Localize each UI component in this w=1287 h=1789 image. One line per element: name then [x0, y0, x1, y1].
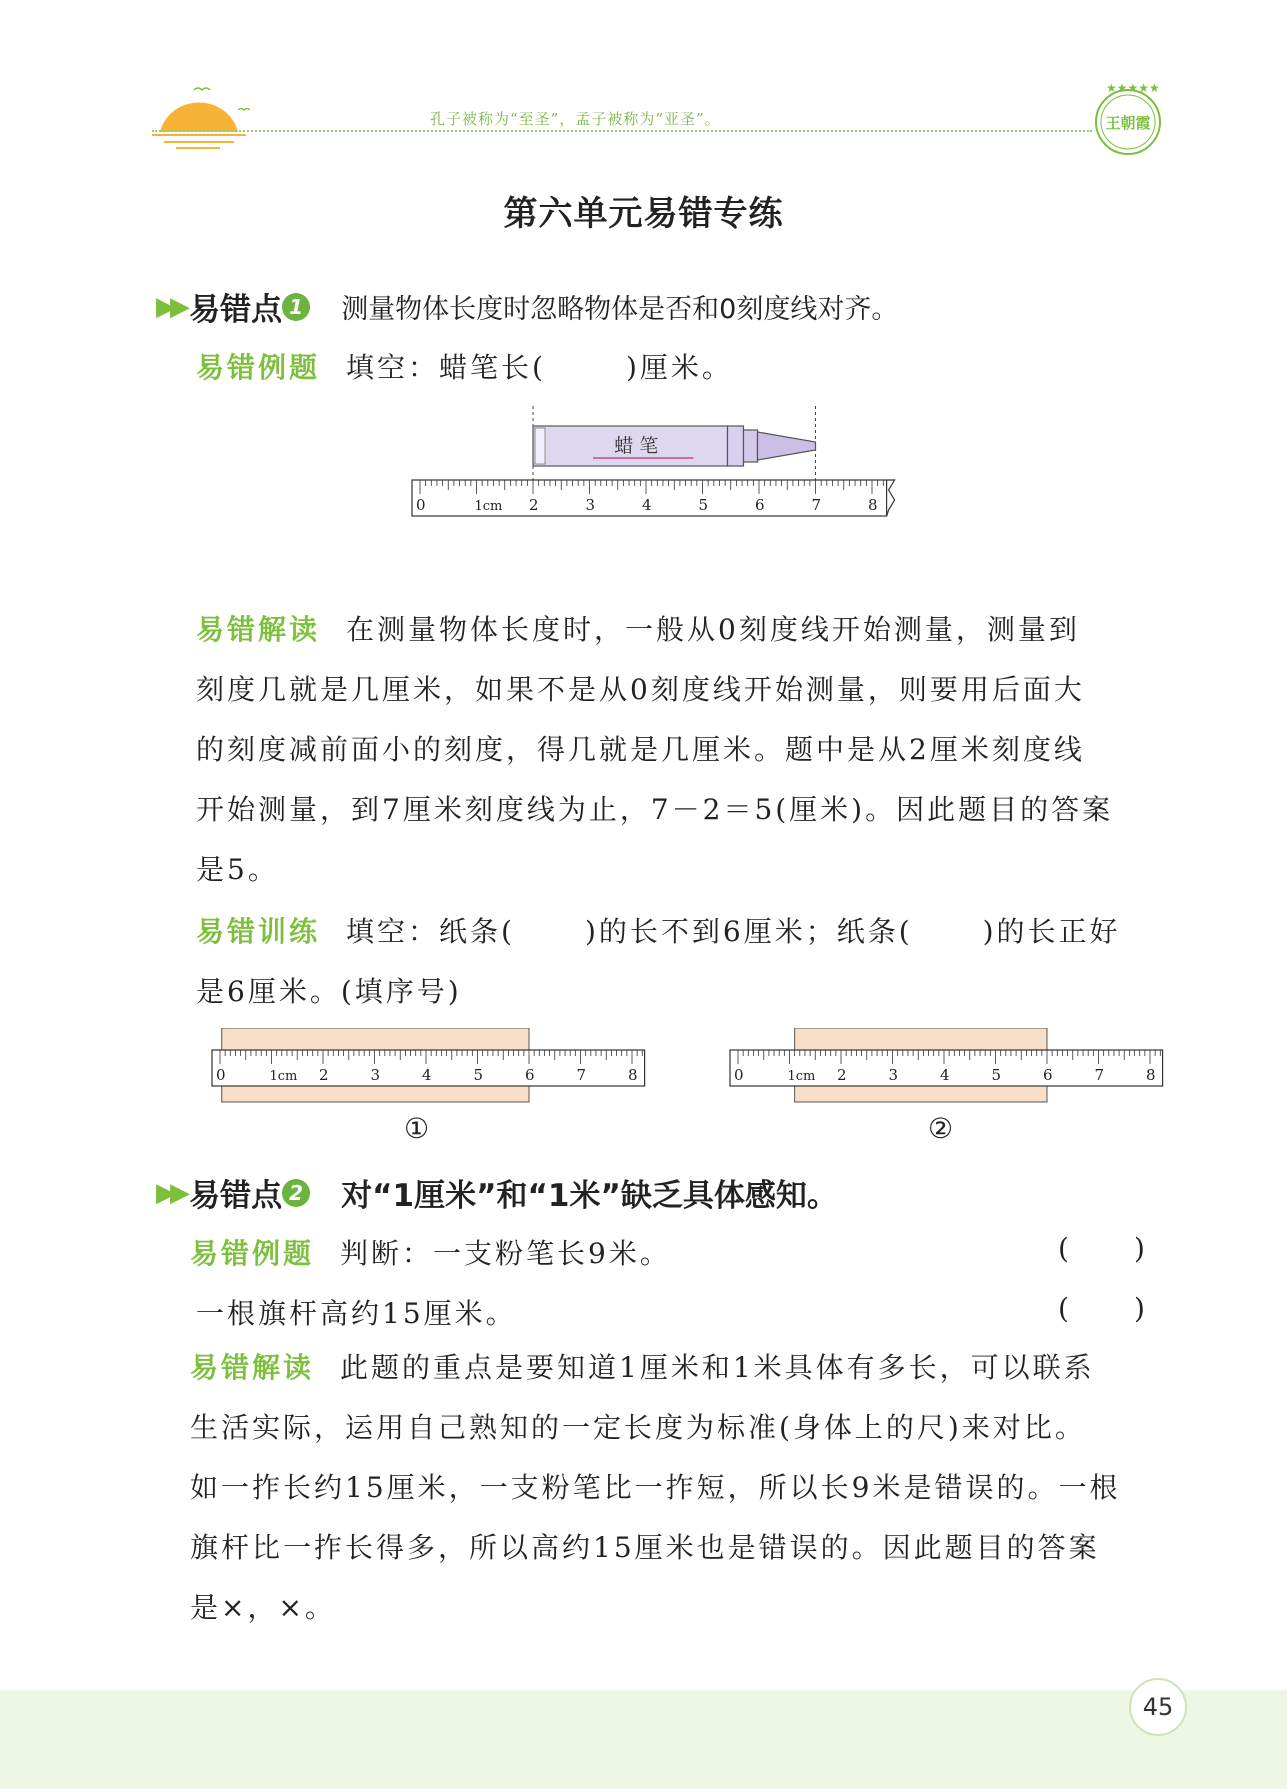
crayon-label: 蜡 笔: [614, 435, 659, 457]
ruler-tick-label: 0: [734, 1066, 744, 1084]
point2-label: 易错点: [189, 1178, 283, 1214]
ruler-tick-label: 0: [416, 496, 426, 514]
explain-line: 是×，×。: [190, 1591, 336, 1624]
ruler-tick-label: 0: [216, 1066, 226, 1084]
point1-training-line2: 是6厘米。(填序号): [196, 975, 462, 1008]
crayon-band: [728, 426, 744, 466]
explain-line: 在测量物体长度时，一般从0刻度线开始测量，测量到: [346, 613, 1080, 646]
ruler-tick-label: 4: [642, 496, 652, 514]
training-part3: )的长正好: [982, 915, 1121, 948]
explain-label: 易错解读: [196, 613, 321, 646]
ruler-tick-label: 8: [868, 496, 878, 514]
point1-heading: [156, 284, 898, 329]
ruler-tick-label: 1cm: [787, 1069, 816, 1084]
explain-line: 生活实际，运用自己熟知的一定长度为标准(身体上的尺)来对比。: [190, 1411, 1086, 1444]
ruler-tick-label: 4: [940, 1066, 950, 1084]
brand-badge-text: 王朝霞: [1105, 114, 1151, 132]
training-part1: 填空：纸条(: [346, 915, 515, 948]
point1-training: [196, 910, 1121, 950]
point1-label: 易错点: [189, 292, 283, 328]
ruler-tick-label: 2: [837, 1066, 847, 1084]
svg-text:★★★★★: ★★★★★: [1106, 81, 1160, 95]
ruler-tick-label: 3: [370, 1066, 381, 1084]
ruler-tick-label: 7: [576, 1066, 587, 1084]
ruler-tick-label: 5: [991, 1066, 1002, 1084]
explain-line: 是5。: [196, 853, 279, 886]
ruler-tick-label: 4: [422, 1066, 432, 1084]
ruler-tick-label: 8: [1146, 1066, 1156, 1084]
ruler-tick-label: 7: [811, 496, 822, 514]
answer-paren-1: ( ): [1058, 1232, 1148, 1265]
judge-question-2: 一根旗杆高约15厘米。: [196, 1297, 517, 1330]
point2-explanation: [190, 1338, 1156, 1638]
ruler-torn-edge: [887, 480, 895, 516]
ruler-tick-label: 6: [1043, 1066, 1053, 1084]
explain-line: 此题的重点是要知道1厘米和1米具体有多长，可以联系: [340, 1351, 1095, 1384]
crayon-end-cap: [535, 428, 545, 464]
footer-band: [0, 1690, 1287, 1789]
example-question-pre: 填空：蜡笔长(: [346, 351, 546, 384]
point1-example: [196, 346, 733, 386]
training-part2: )的长不到6厘米；纸条(: [584, 915, 913, 948]
page-title: 第六单元易错专练: [503, 194, 784, 234]
strip-label-1: ①: [404, 1112, 430, 1145]
explain-label: 易错解读: [190, 1351, 315, 1384]
ruler-tick-label: 7: [1094, 1066, 1105, 1084]
point1-number: 1: [282, 293, 310, 321]
sunset-logo: [150, 82, 250, 152]
example-label: 易错例题: [190, 1237, 315, 1270]
explain-line: 旗杆比一拃长得多，所以高约15厘米也是错误的。因此题目的答案: [190, 1531, 1100, 1564]
point2-heading: [156, 1170, 838, 1215]
brand-badge: [1088, 78, 1168, 158]
judge-question-1: 判断：一支粉笔长9米。: [340, 1237, 671, 1270]
example-label: 易错例题: [196, 351, 321, 384]
ruler-tick-label: 6: [755, 496, 765, 514]
explain-line: 开始测量，到7厘米刻度线为止，7－2＝5(厘米)。因此题目的答案: [196, 793, 1114, 826]
point1-explanation: [196, 600, 1156, 900]
strip-diagram-1: [208, 1028, 648, 1145]
strip-diagram-2: [726, 1028, 1166, 1145]
ruler-tick-label: 3: [888, 1066, 899, 1084]
crayon-tip: [758, 432, 816, 460]
explain-line: 的刻度减前面小的刻度，得几就是几厘米。题中是从2厘米刻度线: [196, 733, 1085, 766]
crayon-collar: [744, 430, 758, 462]
ruler-tick-label: 5: [698, 496, 709, 514]
ruler-tick-label: 1cm: [269, 1069, 298, 1084]
ruler-tick-label: 1cm: [474, 499, 503, 514]
point1-description: 测量物体长度时忽略物体是否和0刻度线对齐。: [341, 294, 899, 325]
header-motto: 孔子被称为“至圣”，孟子被称为“亚圣”。: [430, 110, 721, 128]
point2-number: 2: [282, 1179, 310, 1207]
explain-line: 如一拃长约15厘米，一支粉笔比一拃短，所以长9米是错误的。一根: [190, 1471, 1121, 1504]
double-chevron-icon: ▶▶: [156, 1177, 184, 1208]
answer-paren-2: ( ): [1058, 1292, 1148, 1325]
ruler-tick-label: 2: [319, 1066, 329, 1084]
ruler-tick-label: 6: [525, 1066, 535, 1084]
page-number: 45: [1129, 1678, 1187, 1736]
crayon-ruler-diagram: [408, 400, 908, 540]
ruler-tick-label: 5: [473, 1066, 484, 1084]
example-question-post: )厘米。: [625, 351, 733, 384]
ruler-tick-label: 2: [529, 496, 539, 514]
double-chevron-icon: ▶▶: [156, 291, 184, 322]
ruler-tick-label: 3: [585, 496, 596, 514]
training-label: 易错训练: [196, 915, 321, 948]
explain-line: 刻度几就是几厘米，如果不是从0刻度线开始测量，则要用后面大: [196, 673, 1085, 706]
strip-label-2: ②: [928, 1112, 954, 1145]
point2-example: [190, 1232, 671, 1272]
header-divider: [152, 130, 1092, 132]
ruler-tick-label: 8: [628, 1066, 638, 1084]
point2-description: 对“1厘米”和“1米”缺乏具体感知。: [341, 1178, 838, 1214]
